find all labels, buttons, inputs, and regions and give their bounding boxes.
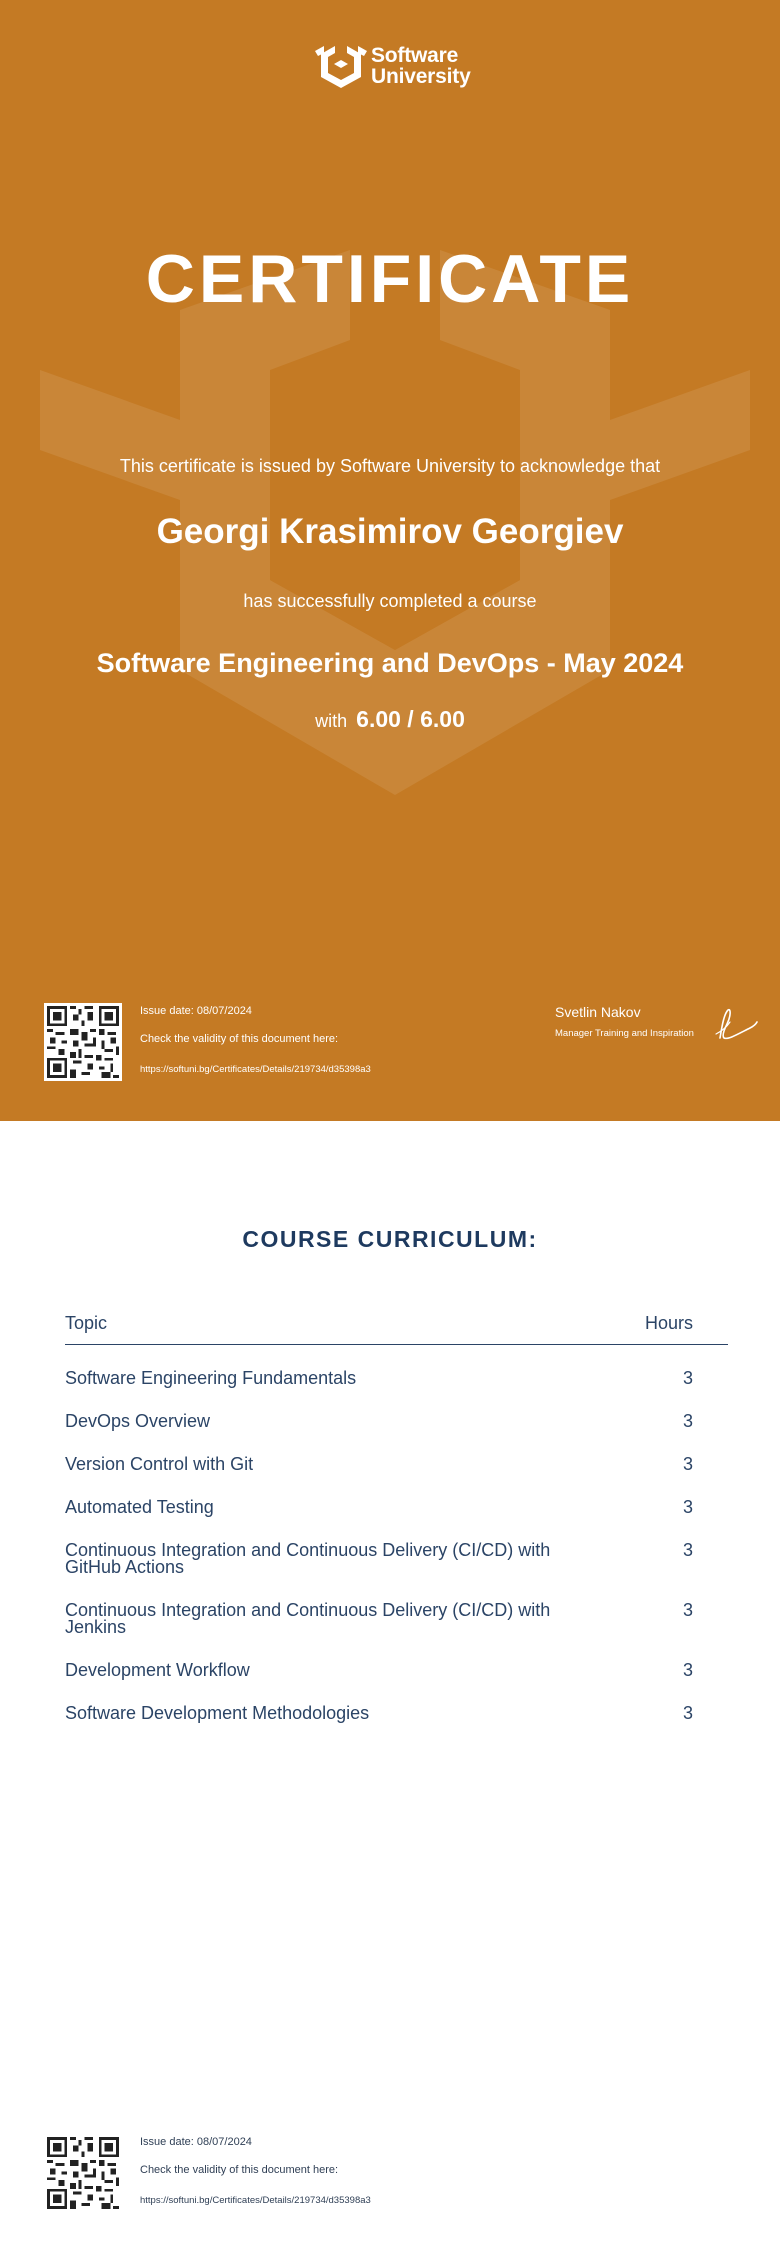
logo-text	[371, 45, 471, 87]
row-hours: 3	[682, 1660, 693, 1680]
grade-value: 6.00 / 6.00	[356, 706, 465, 732]
curriculum-title: COURSE CURRICULUM:	[242, 1226, 538, 1252]
validity-link[interactable]: https://softuni.bg/Certificates/Details/219734/d35398a3	[140, 1064, 371, 1075]
row-topic: Version Control with Git	[65, 1454, 254, 1474]
column-header-hours: Hours	[644, 1313, 693, 1333]
completed-text: has successfully completed a course	[243, 591, 537, 611]
row-hours: 3	[682, 1600, 693, 1620]
signer-role: Manager Training and Inspiration	[555, 1028, 694, 1039]
row-hours: 3	[682, 1368, 693, 1388]
softuni-watermark-icon	[40, 250, 750, 870]
row-topic: Development Workflow	[65, 1660, 250, 1680]
table-row	[65, 1602, 728, 1638]
row-hours: 3	[682, 1497, 693, 1517]
row-hours: 3	[682, 1454, 693, 1474]
certificate-panel	[0, 0, 780, 1121]
row-hours: 3	[682, 1703, 693, 1723]
row-hours: 3	[682, 1411, 693, 1431]
curriculum-table	[65, 1313, 728, 1723]
softuni-logo-icon	[315, 42, 367, 90]
certificate-title: CERTIFICATE	[145, 241, 635, 317]
footer-qr-code-icon[interactable]	[44, 2134, 122, 2212]
table-row	[65, 1542, 728, 1578]
table-row	[65, 1456, 728, 1476]
footer-issue-date: Issue date: 08/07/2024	[140, 2136, 252, 2148]
curriculum-header-row	[65, 1313, 728, 1345]
table-row	[65, 1705, 728, 1725]
column-header-topic: Topic	[65, 1313, 108, 1333]
row-topic: Continuous Integration and Continuous Delivery (CI/CD) with Jenkins	[65, 1600, 551, 1637]
table-row	[65, 1370, 728, 1390]
certificate-intro: This certificate is issued by Software University to acknowledge that	[119, 456, 661, 476]
recipient-name: Georgi Krasimirov Georgiev	[156, 512, 624, 551]
softuni-logo	[315, 42, 471, 90]
row-topic: DevOps Overview	[65, 1411, 211, 1431]
validity-text: Check the validity of this document here:	[140, 1033, 339, 1045]
table-row	[65, 1499, 728, 1519]
logo-line-2: University	[371, 65, 471, 88]
table-row	[65, 1413, 728, 1433]
row-topic: Software Development Methodologies	[65, 1703, 370, 1723]
footer-validity-link[interactable]: https://softuni.bg/Certificates/Details/219734/d35398a3	[140, 2195, 371, 2206]
signer-name: Svetlin Nakov	[555, 1004, 641, 1020]
signer-block	[555, 1004, 694, 1039]
issue-date: Issue date: 08/07/2024	[140, 1005, 252, 1017]
table-row	[65, 1662, 728, 1682]
grade-line	[0, 706, 780, 733]
row-topic: Automated Testing	[65, 1497, 214, 1517]
footer-validity-text: Check the validity of this document here:	[140, 2164, 339, 2176]
row-topic: Software Engineering Fundamentals	[65, 1368, 357, 1388]
course-name: Software Engineering and DevOps - May 2024	[96, 648, 684, 678]
grade-prefix: with	[315, 711, 348, 731]
logo-line-1: Software	[371, 44, 459, 67]
row-hours: 3	[682, 1540, 693, 1560]
signature-icon	[712, 1000, 758, 1044]
row-topic: Continuous Integration and Continuous Delivery (CI/CD) with GitHub Actions	[65, 1540, 551, 1577]
qr-code-icon[interactable]	[44, 1003, 122, 1081]
